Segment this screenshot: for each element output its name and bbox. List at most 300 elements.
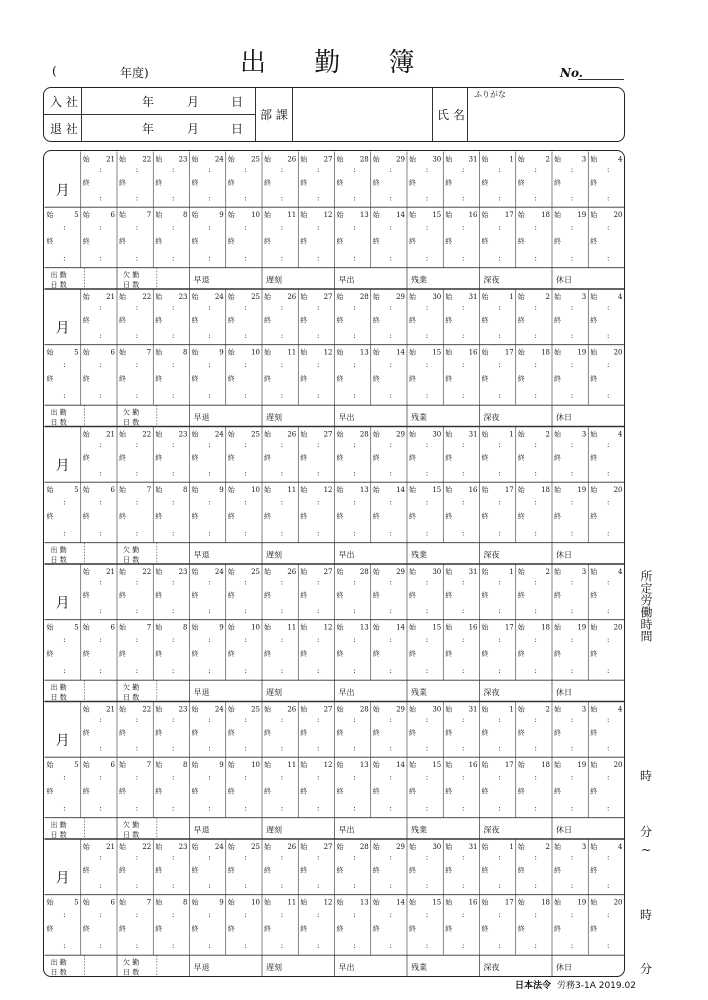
start-time-colon: : <box>280 578 283 587</box>
end-time-colon: : <box>244 194 247 203</box>
day-number: 20 <box>613 623 622 632</box>
start-label: 始 <box>191 292 198 301</box>
day-number: 1 <box>508 430 514 438</box>
day-number: 2 <box>545 705 550 713</box>
end-label: 終 <box>227 511 235 520</box>
start-time-colon: : <box>389 578 392 587</box>
start-label: 始 <box>517 842 525 851</box>
day-number: 21 <box>105 842 115 851</box>
start-label: 始 <box>589 292 597 301</box>
start-label: 始 <box>118 292 126 301</box>
day-number: 5 <box>73 348 79 357</box>
day-number: 24 <box>214 842 224 851</box>
start-time-colon: : <box>62 223 66 232</box>
end-time-colon: : <box>352 253 356 262</box>
start-time-colon: : <box>606 773 609 782</box>
start-time-colon: : <box>389 910 392 919</box>
end-label: 終 <box>154 236 162 245</box>
start-time-colon: : <box>171 303 174 312</box>
start-time-colon: : <box>425 635 428 644</box>
summary-label-overtime: 残業 <box>410 962 427 972</box>
summary-label-overtime: 残業 <box>410 550 427 560</box>
end-label: 終 <box>444 649 452 658</box>
end-time-colon: : <box>135 391 138 400</box>
end-label: 終 <box>408 649 416 658</box>
day-number: 9 <box>218 898 224 907</box>
month-label: 月 <box>55 457 70 474</box>
start-time-colon: : <box>316 773 319 782</box>
end-label: 終 <box>154 374 162 383</box>
end-label: 終 <box>154 924 162 933</box>
attendance-grid <box>43 150 625 977</box>
end-time-colon: : <box>99 941 102 950</box>
end-time-colon: : <box>62 528 66 537</box>
summary-label-early_exit: 早出 <box>338 412 354 422</box>
start-label: 始 <box>299 898 307 907</box>
start-label: 始 <box>154 898 162 907</box>
day-number: 29 <box>395 567 405 576</box>
day-number: 25 <box>250 705 260 713</box>
end-time-colon: : <box>534 391 537 400</box>
start-label: 始 <box>517 485 525 494</box>
start-time-colon: : <box>425 578 428 587</box>
summary-label-attendance: 日 数 <box>50 692 67 701</box>
end-time-colon: : <box>99 666 102 675</box>
summary-label-late: 遅刻 <box>265 825 282 835</box>
end-label: 終 <box>46 511 53 520</box>
end-time-colon: : <box>316 803 319 812</box>
end-time-colon: : <box>425 666 428 675</box>
day-number: 27 <box>323 842 332 851</box>
end-time-colon: : <box>244 469 247 478</box>
start-time-colon: : <box>135 910 138 919</box>
start-label: 始 <box>481 705 488 713</box>
end-time-colon: : <box>606 469 609 478</box>
summary-label-attendance: 出 勤 <box>50 820 67 829</box>
start-label: 始 <box>227 898 235 907</box>
end-time-colon: : <box>135 194 138 203</box>
summary-label-late: 遅刻 <box>265 550 282 560</box>
end-time-colon: : <box>280 194 283 203</box>
start-label: 始 <box>336 760 343 769</box>
end-time-colon: : <box>316 881 319 890</box>
day-number: 27 <box>323 430 332 438</box>
day-number: 3 <box>581 292 586 301</box>
start-time-colon: : <box>62 635 66 644</box>
end-label: 終 <box>118 315 126 324</box>
start-label: 始 <box>154 623 162 632</box>
day-number: 12 <box>323 348 332 357</box>
leave-label: 退 社 <box>50 122 78 136</box>
start-label: 始 <box>408 760 416 769</box>
end-time-colon: : <box>207 253 211 262</box>
end-label: 終 <box>118 178 126 187</box>
end-label: 終 <box>227 590 235 599</box>
end-label: 終 <box>82 236 90 245</box>
end-label: 終 <box>299 786 307 795</box>
day-number: 16 <box>468 348 477 357</box>
end-label: 終 <box>263 649 271 658</box>
end-label: 終 <box>517 236 525 245</box>
day-number: 4 <box>617 155 622 163</box>
start-label: 始 <box>191 898 198 907</box>
day-number: 28 <box>359 292 369 301</box>
start-time-colon: : <box>171 773 174 782</box>
start-label: 始 <box>118 705 126 713</box>
summary-label-late: 遅刻 <box>265 962 282 972</box>
day-number: 3 <box>581 155 586 163</box>
start-label: 始 <box>481 760 488 769</box>
day-number: 14 <box>395 898 405 907</box>
start-label: 始 <box>191 210 198 219</box>
end-time-colon: : <box>62 391 66 400</box>
end-label: 終 <box>589 178 597 187</box>
end-time-colon: : <box>207 469 211 478</box>
start-label: 始 <box>553 430 561 438</box>
start-label: 始 <box>191 567 198 576</box>
end-label: 終 <box>82 511 90 520</box>
end-time-colon: : <box>425 391 428 400</box>
day-number: 15 <box>431 348 441 357</box>
summary-label-absence: 日 数 <box>122 417 139 426</box>
start-time-colon: : <box>280 360 283 369</box>
end-time-colon: : <box>135 803 138 812</box>
start-label: 始 <box>372 210 380 219</box>
day-number: 23 <box>178 842 187 851</box>
day-number: 31 <box>468 842 477 851</box>
end-time-colon: : <box>135 666 138 675</box>
start-time-colon: : <box>135 223 138 232</box>
start-label: 始 <box>299 623 307 632</box>
day-number: 3 <box>581 842 586 851</box>
end-time-colon: : <box>389 194 392 203</box>
start-label: 始 <box>263 898 271 907</box>
end-label: 終 <box>227 453 235 462</box>
end-label: 終 <box>553 236 561 245</box>
start-time-colon: : <box>389 853 392 862</box>
start-time-colon: : <box>244 578 247 587</box>
end-time-colon: : <box>207 331 211 340</box>
start-label: 始 <box>372 567 380 576</box>
end-time-colon: : <box>244 528 247 537</box>
day-number: 1 <box>508 155 514 163</box>
end-label: 終 <box>118 865 126 874</box>
start-label: 始 <box>191 348 198 357</box>
start-label: 始 <box>553 760 561 769</box>
end-label: 終 <box>481 453 488 462</box>
hire-label: 入 社 <box>50 95 78 109</box>
end-label: 終 <box>46 374 53 383</box>
start-time-colon: : <box>606 303 609 312</box>
end-label: 終 <box>299 315 307 324</box>
day-number: 4 <box>617 705 622 713</box>
end-label: 終 <box>444 924 452 933</box>
day-number: 6 <box>110 898 115 907</box>
start-time-colon: : <box>425 853 428 862</box>
start-label: 始 <box>336 567 343 576</box>
day-number: 4 <box>617 567 622 576</box>
start-time-colon: : <box>534 440 537 449</box>
start-label: 始 <box>299 430 307 438</box>
end-label: 終 <box>263 453 271 462</box>
end-time-colon: : <box>570 881 573 890</box>
start-time-colon: : <box>425 303 428 312</box>
start-label: 始 <box>444 348 452 357</box>
start-time-colon: : <box>570 440 573 449</box>
day-number: 23 <box>178 155 187 163</box>
summary-label-attendance: 出 勤 <box>50 408 67 417</box>
start-label: 始 <box>444 705 452 713</box>
start-label: 始 <box>82 760 90 769</box>
start-time-colon: : <box>99 910 102 919</box>
end-time-colon: : <box>280 606 283 615</box>
end-time-colon: : <box>280 253 283 262</box>
end-label: 終 <box>517 728 525 737</box>
day-number: 16 <box>468 623 477 632</box>
end-label: 終 <box>227 865 235 874</box>
end-time-colon: : <box>461 941 464 950</box>
end-label: 終 <box>553 728 561 737</box>
end-time-colon: : <box>244 606 247 615</box>
day-number: 21 <box>105 155 115 163</box>
end-time-colon: : <box>171 528 174 537</box>
end-time-colon: : <box>244 331 247 340</box>
start-time-colon: : <box>606 715 609 724</box>
start-label: 始 <box>154 760 162 769</box>
start-time-colon: : <box>171 223 174 232</box>
start-label: 始 <box>517 292 525 301</box>
end-label: 終 <box>589 511 597 520</box>
day-number: 9 <box>218 760 224 769</box>
end-time-colon: : <box>534 253 537 262</box>
end-time-colon: : <box>171 194 174 203</box>
start-label: 始 <box>372 842 380 851</box>
start-time-colon: : <box>135 773 138 782</box>
summary-label-attendance: 日 数 <box>50 830 67 839</box>
day-number: 12 <box>323 210 332 219</box>
summary-label-attendance: 日 数 <box>50 280 67 289</box>
end-time-colon: : <box>135 606 138 615</box>
end-label: 終 <box>154 315 162 324</box>
start-time-colon: : <box>280 715 283 724</box>
divider <box>255 88 256 141</box>
end-label: 終 <box>481 236 488 245</box>
start-label: 始 <box>408 485 416 494</box>
summary-label-early_exit: 早出 <box>338 825 354 835</box>
start-label: 始 <box>154 348 162 357</box>
end-label: 終 <box>481 786 488 795</box>
end-label: 終 <box>336 178 343 187</box>
end-label: 終 <box>553 786 561 795</box>
end-label: 終 <box>82 728 90 737</box>
start-label: 始 <box>227 623 235 632</box>
end-time-colon: : <box>207 941 211 950</box>
end-label: 終 <box>517 590 525 599</box>
end-time-colon: : <box>425 606 428 615</box>
day-number: 13 <box>359 760 369 769</box>
end-time-colon: : <box>316 391 319 400</box>
end-time-colon: : <box>352 606 356 615</box>
start-label: 始 <box>118 842 126 851</box>
start-label: 始 <box>336 623 343 632</box>
start-time-colon: : <box>570 715 573 724</box>
end-label: 終 <box>82 649 90 658</box>
start-label: 始 <box>372 430 380 438</box>
end-label: 終 <box>589 649 597 658</box>
end-label: 終 <box>46 236 53 245</box>
end-label: 終 <box>336 649 343 658</box>
end-label: 終 <box>444 511 452 520</box>
start-time-colon: : <box>171 853 174 862</box>
start-label: 始 <box>118 348 126 357</box>
end-label: 終 <box>154 786 162 795</box>
day-number: 18 <box>540 898 550 907</box>
divider <box>432 88 433 141</box>
day-number: 7 <box>146 760 151 769</box>
start-time-colon: : <box>570 910 573 919</box>
end-time-colon: : <box>171 803 174 812</box>
start-time-colon: : <box>99 635 102 644</box>
start-label: 始 <box>82 567 90 576</box>
start-label: 始 <box>227 348 235 357</box>
start-label: 始 <box>517 210 525 219</box>
start-time-colon: : <box>62 360 66 369</box>
end-label: 終 <box>227 924 235 933</box>
start-time-colon: : <box>461 360 464 369</box>
summary-label-late: 遅刻 <box>265 687 282 697</box>
start-label: 始 <box>589 760 597 769</box>
summary-label-early_leave: 早退 <box>193 275 209 285</box>
day-number: 20 <box>613 485 622 494</box>
day-number: 2 <box>545 567 550 576</box>
start-label: 始 <box>46 348 53 357</box>
end-label: 終 <box>372 865 380 874</box>
day-number: 14 <box>395 348 405 357</box>
end-time-colon: : <box>534 606 537 615</box>
start-time-colon: : <box>207 773 211 782</box>
end-label: 終 <box>408 453 416 462</box>
start-label: 始 <box>263 485 271 494</box>
day-number: 14 <box>395 760 405 769</box>
end-label: 終 <box>372 236 380 245</box>
end-time-colon: : <box>99 391 102 400</box>
end-time-colon: : <box>570 803 573 812</box>
day-number: 12 <box>323 898 332 907</box>
start-label: 始 <box>118 485 126 494</box>
end-time-colon: : <box>497 194 501 203</box>
end-time-colon: : <box>352 528 356 537</box>
name-field[interactable] <box>468 88 623 140</box>
hire-year: 年 <box>142 95 155 109</box>
day-number: 11 <box>286 760 296 769</box>
start-time-colon: : <box>135 715 138 724</box>
day-number: 28 <box>359 567 369 576</box>
start-time-colon: : <box>316 440 319 449</box>
day-number: 24 <box>214 705 224 713</box>
end-label: 終 <box>517 649 525 658</box>
day-number: 7 <box>146 623 151 632</box>
summary-label-early_leave: 早退 <box>193 825 209 835</box>
start-label: 始 <box>336 210 343 219</box>
day-number: 16 <box>468 485 477 494</box>
day-number: 31 <box>468 292 477 301</box>
end-time-colon: : <box>135 469 138 478</box>
start-label: 始 <box>118 567 126 576</box>
start-label: 始 <box>336 898 343 907</box>
end-label: 終 <box>82 374 90 383</box>
day-number: 30 <box>431 292 441 301</box>
summary-label-holiday: 休日 <box>555 825 572 835</box>
end-time-colon: : <box>207 881 211 890</box>
end-time-colon: : <box>207 391 211 400</box>
end-time-colon: : <box>352 941 356 950</box>
day-number: 28 <box>359 705 369 713</box>
start-time-colon: : <box>389 715 392 724</box>
summary-label-absence: 欠 勤 <box>122 270 139 279</box>
start-time-colon: : <box>534 773 537 782</box>
number-field[interactable] <box>578 79 624 80</box>
start-time-colon: : <box>171 498 174 507</box>
department-field[interactable] <box>293 88 432 140</box>
start-time-colon: : <box>135 635 138 644</box>
start-time-colon: : <box>171 635 174 644</box>
start-label: 始 <box>553 705 561 713</box>
start-time-colon: : <box>534 635 537 644</box>
start-label: 始 <box>481 155 488 163</box>
day-number: 31 <box>468 155 477 163</box>
start-time-colon: : <box>62 773 66 782</box>
end-label: 終 <box>299 511 307 520</box>
day-number: 16 <box>468 898 477 907</box>
end-time-colon: : <box>461 331 464 340</box>
start-hour-label: 時 <box>640 769 653 783</box>
end-label: 終 <box>191 178 198 187</box>
start-time-colon: : <box>316 165 319 174</box>
day-number: 6 <box>110 210 115 219</box>
start-time-colon: : <box>606 223 609 232</box>
start-label: 始 <box>46 898 53 907</box>
start-label: 始 <box>82 210 90 219</box>
start-label: 始 <box>46 210 53 219</box>
end-time-colon: : <box>389 331 392 340</box>
summary-label-attendance: 出 勤 <box>50 545 67 554</box>
day-number: 27 <box>323 567 332 576</box>
start-time-colon: : <box>207 910 211 919</box>
day-number: 27 <box>323 705 332 713</box>
end-time-colon: : <box>461 469 464 478</box>
end-label: 終 <box>372 649 380 658</box>
start-time-colon: : <box>316 498 319 507</box>
end-label: 終 <box>191 924 198 933</box>
end-time-colon: : <box>606 803 609 812</box>
end-time-colon: : <box>135 253 138 262</box>
day-number: 25 <box>250 567 260 576</box>
start-label: 始 <box>372 760 380 769</box>
start-label: 始 <box>372 705 380 713</box>
start-label: 始 <box>553 567 561 576</box>
end-label: 終 <box>336 236 343 245</box>
start-label: 始 <box>408 623 416 632</box>
start-time-colon: : <box>135 578 138 587</box>
start-label: 始 <box>82 842 90 851</box>
end-label: 終 <box>191 374 198 383</box>
start-label: 始 <box>408 155 416 163</box>
start-label: 始 <box>82 623 90 632</box>
end-label: 終 <box>517 924 525 933</box>
start-label: 始 <box>408 210 416 219</box>
end-label: 終 <box>553 315 561 324</box>
furigana-label: ふりがな <box>474 90 506 99</box>
